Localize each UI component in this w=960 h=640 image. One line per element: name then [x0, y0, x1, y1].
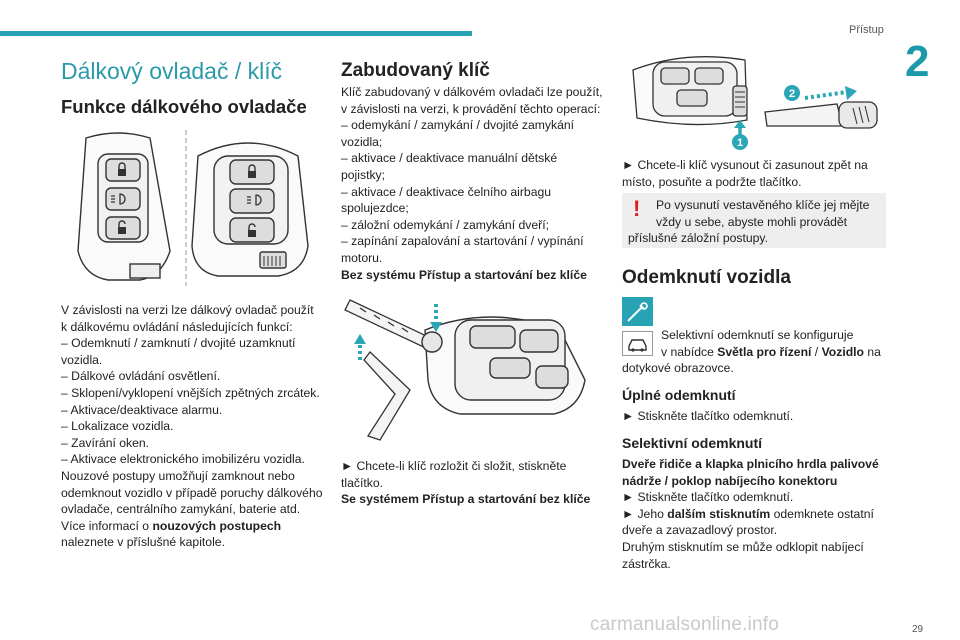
heading-full-unlock: Úplné odemknutí — [622, 387, 736, 403]
page-number: 29 — [912, 624, 924, 635]
full-unlock-step: ► Stiskněte tlačítko odemknutí. — [622, 409, 794, 423]
remote-keys-illustration — [58, 126, 320, 296]
warning-text: Po vysunutí vestavěného klíče jej mějte vždy u sebe, abyste mohli provádět příslušné záložní postupy. — [628, 198, 870, 246]
emergency-procedures-link: nouzových postupech — [152, 518, 282, 533]
key-fob-keyless — [192, 143, 308, 276]
settings-info-icon — [622, 297, 653, 326]
svg-text:2: 2 — [788, 88, 796, 100]
heading-integrated-key: Zabudovaný klíč — [341, 60, 490, 81]
page-title: Dálkový ovladač / klíč — [61, 58, 283, 84]
flip-key-illustration — [340, 290, 600, 450]
header-accent-bar — [0, 31, 472, 36]
selective-config-text: Selektivní odemknutí se konfiguruje v nabídce Světla pro řízení / Vozidlo na — [661, 328, 881, 359]
watermark: carmanualsonline.info — [590, 614, 780, 635]
selective-unlock-text: Dveře řidiče a klapka plnicího hrdla palivové nádrže / poklop nabíjecího konektoru ► Stiskněte tlačítko odemknutí. ► Jeho dalším stisknutím odemknete ostatní dveře a zavazadlový prostor. Druhým stisknutím se může odklopit nabíjecí zástrčka. — [622, 457, 879, 571]
section-label: Přístup — [849, 24, 884, 36]
chapter-number: 2 — [905, 37, 930, 86]
flip-key-instruction: ► Chcete-li klíč rozložit či složit, stiskněte tlačítko. Se systémem Přístup a startování bez klíče — [341, 459, 591, 507]
subhead-with-keyless: Se systémem Přístup a startování bez klíče — [341, 492, 591, 507]
slide-key-instruction: ► Chcete-li klíč vysunout či zasunout zpět na místo, posuňte a podržte tlačítko. — [622, 158, 868, 189]
heading-unlock-vehicle: Odemknutí vozidla — [622, 267, 791, 288]
integrated-key-text: Klíč zabudovaný v dálkovém ovladači lze použít, v závislosti na verzi, k provádění těchto operací: – odemykání / zamykání / dvojité zamykání vozidla; – aktivace / deaktivace manuální dětské pojistky; – aktivace / deaktivace čelního airbagu spolujezdce; – záložní odemykání / zamykání dveří; – zapínání zapalování a startování / vypínání motoru. Bez systému Přístup a startování bez klíče — [341, 85, 603, 282]
svg-text:1: 1 — [736, 137, 744, 149]
warning-icon: ! — [633, 196, 641, 221]
car-icon — [622, 331, 653, 356]
slide-key-illustration — [625, 46, 890, 151]
remote-functions-text: V závislosti na verzi lze dálkový ovladač použít k dálkovému ovládání následujících funkcí: – Odemknutí / zamknutí / dvojité uzamknutí vozidla. – Dálkové ovládání osvětlení. – Sklopení/vyklopení vnějších zpětných zrcátek. – Aktivace/deaktivace alarmu. – Lokalizace vozidla. – Zavírání oken. – Aktivace elektronického imobilizéru vozidla. Nouzové postupy umožňují zamknout nebo odemknout vozidlo v případě poruchy dálkového ovladače, centrálního zamykání, baterie atd. Více informací o nouzových postupech naleznete v příslušné kapitole. — [61, 303, 323, 550]
key-fob-front — [78, 133, 170, 280]
heading-selective-unlock: Selektivní odemknutí — [622, 435, 763, 451]
subhead-without-keyless: Bez systému Přístup a startování bez klíče — [341, 267, 587, 282]
heading-remote-functions: Funkce dálkového ovladače — [61, 96, 307, 117]
selective-config-text-tail: dotykové obrazovce. — [622, 361, 734, 375]
